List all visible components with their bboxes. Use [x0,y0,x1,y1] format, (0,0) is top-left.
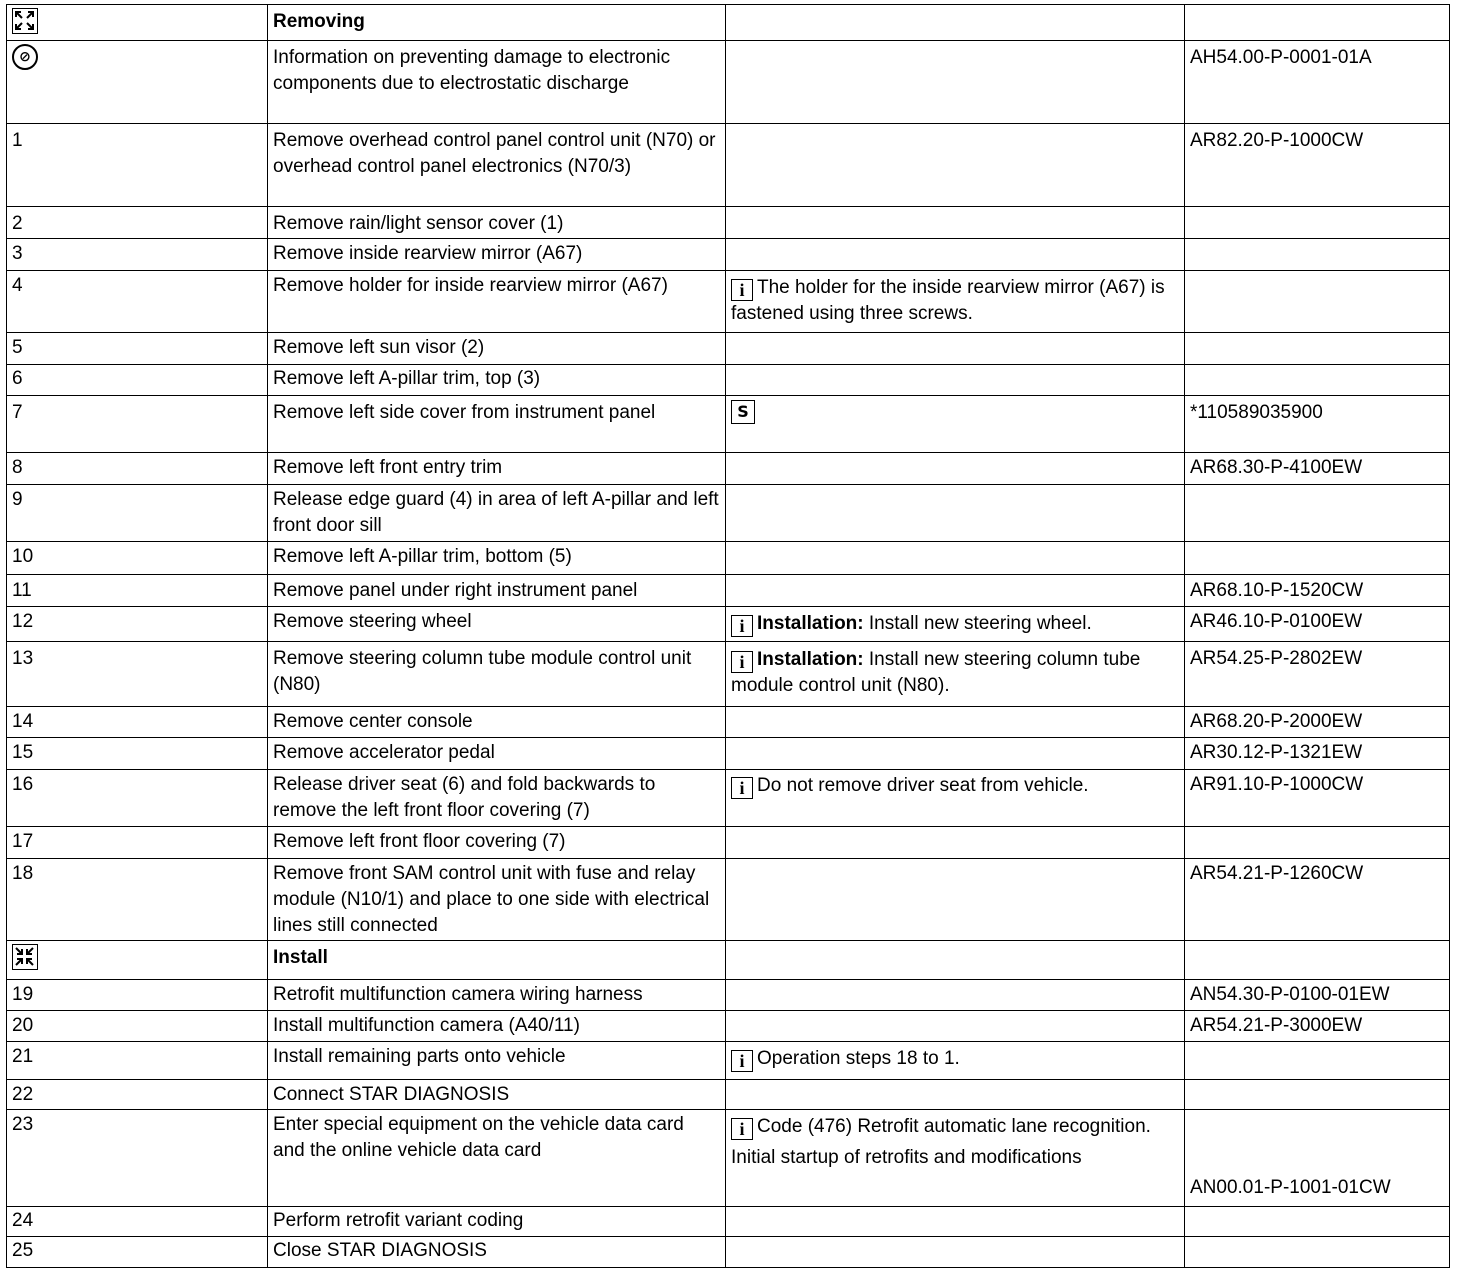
info-icon: i [731,279,753,301]
step-note [726,396,1185,453]
step-action: Retrofit multifunction camera wiring harness [268,980,726,1011]
step-number: 3 [7,239,268,271]
step-note: i Do not remove driver seat from vehicle. [726,770,1185,827]
table-row [7,239,1450,271]
step-reference: AH54.00-P-0001-01A [1185,41,1450,124]
step-action: Remove front SAM control unit with fuse and relay module (N10/1) and place to one side with electrical lines still connected [268,859,726,941]
step-action: Enter special equipment on the vehicle data card and the online vehicle data card [268,1110,726,1207]
step-action: Remove accelerator pedal [268,738,726,770]
step-number: 6 [7,365,268,396]
step-note: i Installation: Install new steering wheel. [726,607,1185,642]
table-row [7,1011,1450,1042]
step-note: i Code (476) Retrofit automatic lane recognition. Initial startup of retrofits and modifications [726,1110,1185,1207]
table-row [7,607,1450,642]
table-row [7,707,1450,738]
step-number: 8 [7,453,268,485]
section-title: Removing [268,5,726,41]
step-reference: AR46.10-P-0100EW [1185,607,1450,642]
info-icon: i [731,777,753,799]
step-action: Remove center console [268,707,726,738]
table-row [7,770,1450,827]
step-number: 17 [7,827,268,859]
table-row [7,1110,1450,1207]
table-row [7,207,1450,239]
step-number: 16 [7,770,268,827]
table-row [7,41,1450,124]
step-number: 19 [7,980,268,1011]
table-row [7,827,1450,859]
step-action: Information on preventing damage to electronic components due to electrostatic discharge [268,41,726,124]
step-number: 7 [7,396,268,453]
step-note: i The holder for the inside rearview mirror (A67) is fastened using three screws. [726,271,1185,333]
step-action: Remove overhead control panel control unit (N70) or overhead control panel electronics (N70/3) [268,124,726,207]
step-action: Remove steering wheel [268,607,726,642]
step-action: Remove steering column tube module control unit (N80) [268,642,726,707]
step-action: Release edge guard (4) in area of left A-pillar and left front door sill [268,485,726,542]
step-reference: *110589035900 [1185,396,1450,453]
step-number: 20 [7,1011,268,1042]
table-row [7,642,1450,707]
procedure-table [6,4,1450,1268]
table-row [7,980,1450,1011]
step-action: Remove left sun visor (2) [268,333,726,365]
step-number: 24 [7,1207,268,1237]
step-action: Remove left A-pillar trim, bottom (5) [268,542,726,575]
step-number: 18 [7,859,268,941]
step-action: Close STAR DIAGNOSIS [268,1237,726,1268]
info-icon: i [731,651,753,673]
step-note: i Installation: Install new steering column tube module control unit (N80). [726,642,1185,707]
table-row [7,859,1450,941]
expand-arrows-icon [12,8,38,34]
step-reference: AR30.12-P-1321EW [1185,738,1450,770]
step-reference: AR91.10-P-1000CW [1185,770,1450,827]
esd-warning-icon: ⊘ [12,44,38,70]
step-number: 15 [7,738,268,770]
step-action: Remove rain/light sensor cover (1) [268,207,726,239]
step-number: 22 [7,1080,268,1110]
step-number: 21 [7,1042,268,1080]
step-action: Release driver seat (6) and fold backwards to remove the left front floor covering (7) [268,770,726,827]
step-number: 14 [7,707,268,738]
step-action: Remove inside rearview mirror (A67) [268,239,726,271]
step-action: Install multifunction camera (A40/11) [268,1011,726,1042]
step-number: 12 [7,607,268,642]
section-header-install [7,941,1450,980]
table-row [7,271,1450,333]
step-number: 1 [7,124,268,207]
table-row [7,1237,1450,1268]
step-action: Install remaining parts onto vehicle [268,1042,726,1080]
step-number: 13 [7,642,268,707]
info-icon: i [731,1050,753,1072]
step-number: 9 [7,485,268,542]
step-action: Perform retrofit variant coding [268,1207,726,1237]
step-action: Remove left front floor covering (7) [268,827,726,859]
table-row [7,453,1450,485]
step-reference: AR82.20-P-1000CW [1185,124,1450,207]
step-reference: AR54.21-P-1260CW [1185,859,1450,941]
step-action: Remove holder for inside rearview mirror (A67) [268,271,726,333]
step-reference: AN54.30-P-0100-01EW [1185,980,1450,1011]
section-header-removing [7,5,1450,41]
step-reference: AR68.20-P-2000EW [1185,707,1450,738]
step-reference: AR68.30-P-4100EW [1185,453,1450,485]
table-row [7,365,1450,396]
special-tool-icon: S [731,400,755,424]
table-row [7,1042,1450,1080]
step-reference: AR54.25-P-2802EW [1185,642,1450,707]
table-row [7,124,1450,207]
step-number: 10 [7,542,268,575]
step-reference: AN00.01-P-1001-01CW [1185,1110,1450,1207]
step-note: i Operation steps 18 to 1. [726,1042,1185,1080]
info-icon: i [731,1118,753,1140]
info-icon: i [731,615,753,637]
step-note [726,124,1185,207]
step-number: 11 [7,575,268,607]
step-number: 23 [7,1110,268,1207]
step-action: Remove left side cover from instrument panel [268,396,726,453]
table-row [7,1080,1450,1110]
step-note [726,41,1185,124]
collapse-arrows-icon [12,944,38,970]
step-action: Remove panel under right instrument panel [268,575,726,607]
table-row [7,485,1450,542]
step-number: 2 [7,207,268,239]
step-number: 5 [7,333,268,365]
step-action: Connect STAR DIAGNOSIS [268,1080,726,1110]
table-row [7,333,1450,365]
step-number: 4 [7,271,268,333]
table-row [7,396,1450,453]
step-reference: AR54.21-P-3000EW [1185,1011,1450,1042]
table-row [7,738,1450,770]
step-action: Remove left A-pillar trim, top (3) [268,365,726,396]
step-number: 25 [7,1237,268,1268]
table-row [7,542,1450,575]
section-title: Install [268,941,726,980]
step-action: Remove left front entry trim [268,453,726,485]
table-row [7,1207,1450,1237]
step-reference: AR68.10-P-1520CW [1185,575,1450,607]
table-row [7,575,1450,607]
